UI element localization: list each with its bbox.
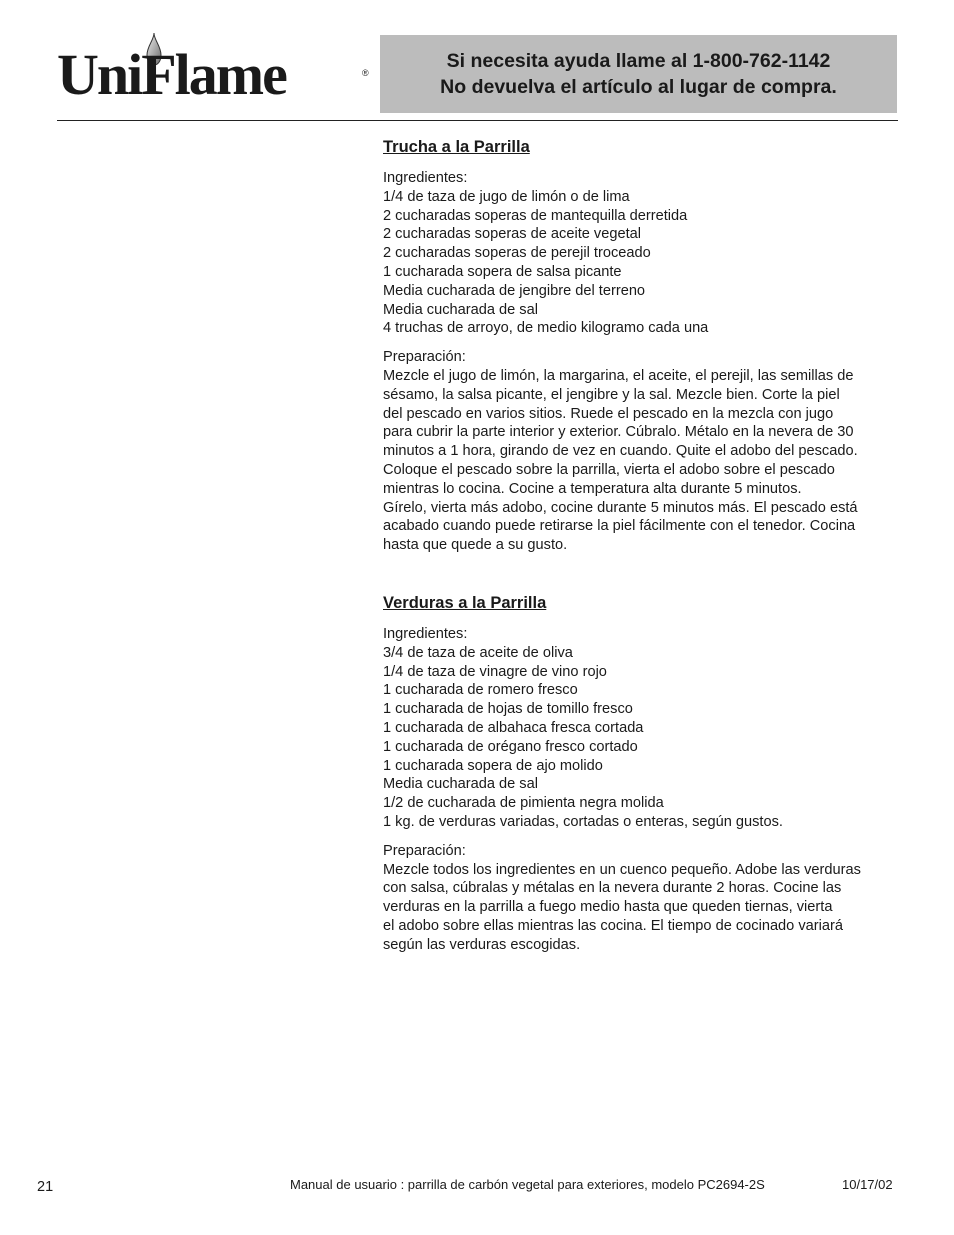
logo-wordmark: UniFlame — [57, 42, 286, 107]
preparation-block — [383, 348, 903, 555]
preparation-line: Mezcle el jugo de limón, la margarina, el aceite, el perejil, las semillas de — [383, 367, 854, 384]
ingredient-item: 1/2 de cucharada de pimienta negra molida — [383, 795, 664, 812]
ingredient-item: 1 cucharada de albahaca fresca cortada — [383, 719, 644, 736]
recipe-section — [383, 593, 903, 955]
ingredient-item: 1 cucharada sopera de ajo molido — [383, 757, 603, 774]
ingredient-item: Media cucharada de sal — [383, 301, 538, 318]
ingredient-item: 1/4 de taza de vinagre de vino rojo — [383, 663, 607, 680]
preparation-line: según las verduras escogidas. — [383, 936, 581, 953]
preparation-line: para cubrir la parte interior y exterior. Cúbralo. Métalo en la nevera de 30 — [383, 424, 854, 441]
recipe-title: Trucha a la Parrilla — [383, 138, 530, 156]
preparation-line: Coloque el pescado sobre la parrilla, vierta el adobo sobre el pescado — [383, 461, 835, 478]
preparation-line: del pescado en varios sitios. Ruede el pescado en la mezcla con jugo — [383, 405, 834, 422]
preparation-label: Preparación: — [383, 349, 466, 366]
section-spacer — [383, 555, 903, 593]
preparation-line: minutos a 1 hora, girando de vez en cuando. Quite el adobo del pescado. — [383, 443, 858, 460]
page-number: 21 — [37, 1179, 54, 1195]
help-banner — [380, 35, 897, 113]
preparation-block — [383, 842, 903, 955]
preparation-line: Mezcle todos los ingredientes en un cuenco pequeño. Adobe las verduras — [383, 861, 861, 878]
ingredient-item: Media cucharada de sal — [383, 776, 538, 793]
ingredients-list — [383, 169, 903, 338]
preparation-line: hasta que quede a su gusto. — [383, 537, 568, 554]
ingredient-item: 2 cucharadas soperas de mantequilla derretida — [383, 207, 688, 224]
recipe-title: Verduras a la Parrilla — [383, 593, 547, 612]
recipes-content — [383, 137, 903, 954]
preparation-line: con salsa, cúbralas y métalas en la nevera durante 2 horas. Cocine las — [383, 880, 842, 897]
ingredient-item: Media cucharada de jengibre del terreno — [383, 282, 646, 299]
ingredient-item: 1 kg. de verduras variadas, cortadas o enteras, según gustos. — [383, 813, 783, 830]
footer-manual-title: Manual de usuario : parrilla de carbón vegetal para exteriores, modelo PC2694-2S — [290, 1177, 765, 1192]
ingredient-item: 2 cucharadas soperas de aceite vegetal — [383, 226, 641, 243]
ingredient-item: 1/4 de taza de jugo de limón o de lima — [383, 188, 630, 205]
recipe-section — [383, 137, 903, 555]
ingredient-item: 1 cucharada sopera de salsa picante — [383, 263, 622, 280]
ingredients-label: Ingredientes: — [383, 170, 468, 186]
ingredients-label: Ingredientes: — [383, 625, 468, 642]
ingredient-item: 1 cucharada de hojas de tomillo fresco — [383, 701, 633, 718]
preparation-line: acabado cuando puede retirarse la piel fácilmente con el tenedor. Cocina — [383, 518, 856, 535]
ingredients-list — [383, 625, 903, 832]
ingredient-item: 2 cucharadas soperas de perejil troceado — [383, 245, 651, 262]
ingredient-item: 1 cucharada de orégano fresco cortado — [383, 738, 638, 755]
ingredient-item: 1 cucharada de romero fresco — [383, 682, 578, 699]
header-divider — [57, 120, 898, 121]
uniflame-logo — [57, 32, 377, 114]
preparation-line: verduras en la parrilla a fuego medio hasta que queden tiernas, vierta — [383, 899, 833, 916]
preparation-line: mientras lo cocina. Cocine a temperatura alta durante 5 minutos. — [383, 480, 802, 497]
return-notice-line: No devuelva el artículo al lugar de compra. — [440, 76, 837, 98]
help-phone-line: Si necesita ayuda llame al 1-800-762-1142 — [446, 50, 831, 72]
preparation-line: sésamo, la salsa picante, el jengibre y la sal. Mezcle bien. Corte la piel — [383, 386, 840, 403]
ingredient-item: 4 truchas de arroyo, de medio kilogramo cada una — [383, 320, 709, 337]
footer-date: 10/17/02 — [842, 1177, 893, 1192]
registered-mark: ® — [362, 68, 369, 78]
preparation-line: el adobo sobre ellas mientras las cocina. El tiempo de cocinado variará — [383, 917, 843, 934]
ingredient-item: 3/4 de taza de aceite de oliva — [383, 644, 573, 661]
preparation-line: Gírelo, vierta más adobo, cocine durante 5 minutos más. El pescado está — [383, 499, 858, 516]
preparation-label: Preparación: — [383, 842, 466, 859]
